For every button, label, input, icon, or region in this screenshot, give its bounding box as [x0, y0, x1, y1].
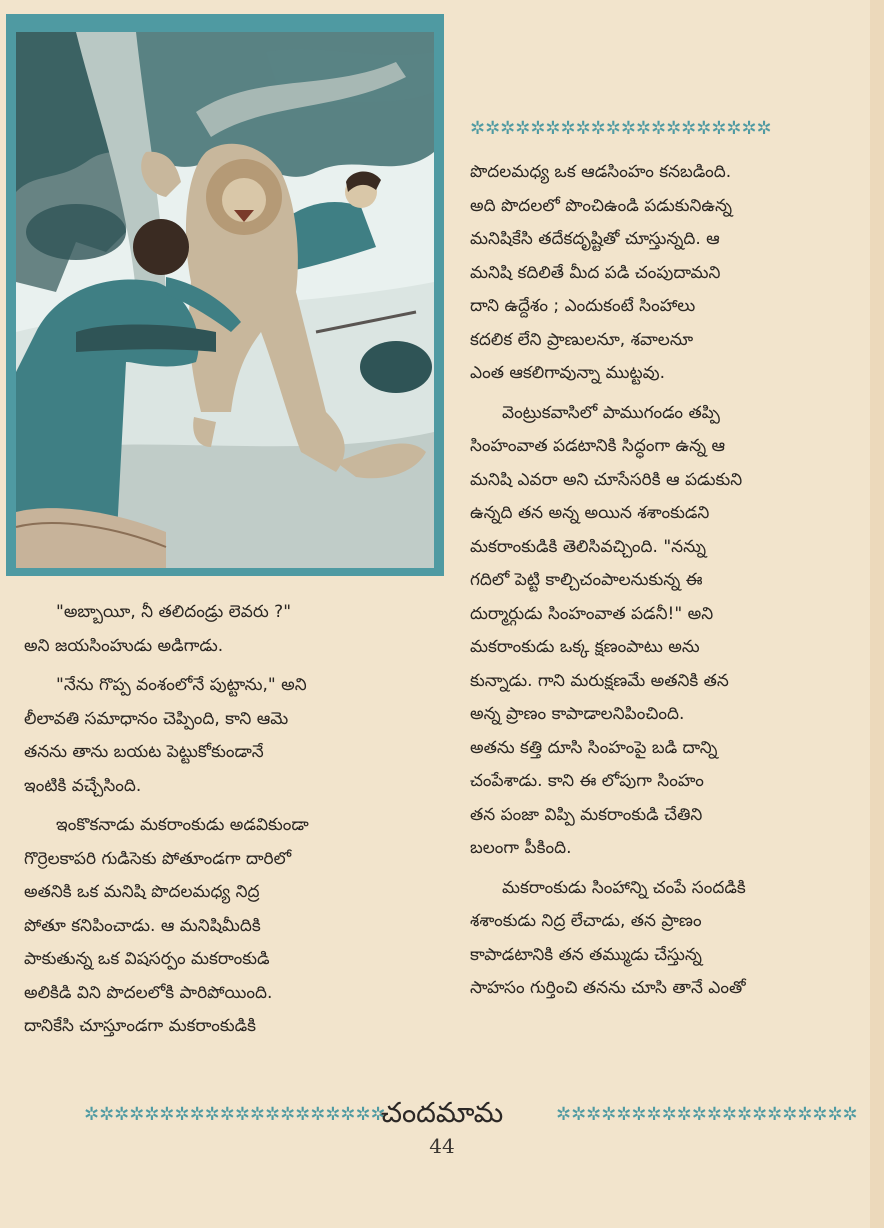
text-line: ఉన్నది తన అన్న అయిన శశాంకుడని	[470, 503, 710, 523]
text-line: మనిషి ఎవరా అని చూసేసరికి ఆ పడుకుని	[470, 469, 743, 490]
text-line: అలికిడి విని పొదలలోకి పారిపోయింది.	[24, 982, 273, 1003]
text-line: పొదలమధ్య ఒక ఆడసింహం కనబడింది.	[470, 162, 732, 182]
text-line: దానికేసి చూస్తూండగా మకరాంకుడికి	[24, 1016, 257, 1036]
text-line: దుర్మార్గుడు సింహంవాత పడనీ!" అని	[470, 603, 714, 624]
text-line: "నేను గొప్ప వంశంలోనే పుట్టాను," అని	[56, 675, 307, 695]
text-line: చంపేశాడు. కాని ఈ లోపుగా సింహం	[470, 771, 704, 791]
text-line: పోతూ కనిపించాడు. ఆ మనిషిమీదికి	[24, 915, 261, 936]
text-line: సింహంవాత పడటానికి సిద్ధంగా ఉన్న ఆ	[470, 436, 726, 456]
page-edge	[870, 0, 884, 1228]
text-line: కదలిక లేని ప్రాణులనూ, శవాలనూ	[470, 329, 694, 350]
lion-fight-illustration	[16, 32, 434, 568]
text-line: దాని ఉద్దేశం ; ఎందుకంటే సింహాలు	[470, 296, 696, 316]
text-line: అతనికి ఒక మనిషి పొదలమధ్య నిద్ర	[24, 882, 260, 902]
text-line: మకరాంకుడు ఒక్క క్షణంపాటు అను	[470, 637, 700, 657]
text-line: కాపాడటానికి తన తమ్ముడు చేస్తున్న	[470, 944, 702, 965]
text-line: బలంగా పీకింది.	[470, 838, 572, 858]
left-column-text	[24, 596, 442, 1044]
text-line: అది పొదలలో పొంచిఉండి పడుకునిఉన్న	[470, 195, 732, 216]
text-line: శశాంకుడు నిద్ర లేచాడు, తన ప్రాణం	[470, 911, 702, 931]
text-line: లీలావతి సమాధానం చెప్పింది, కాని ఆమె	[24, 708, 289, 729]
text-line: అని జయసింహుడు అడిగాడు.	[24, 635, 224, 656]
illustration-frame	[6, 14, 444, 576]
text-line: ఇంటికి వచ్చేసింది.	[24, 775, 142, 796]
text-line: ఇంకొకనాడు మకరాంకుడు అడవికుండా	[56, 815, 309, 835]
text-line: మకరాంకుడికి తెలిసివచ్చింది. "నన్ను	[470, 536, 707, 557]
text-line: మనిషి కదిలితే మీద పడి చంపుదామని	[470, 262, 721, 283]
text-line: పాకుతున్న ఒక విషసర్పం మకరాంకుడి	[24, 949, 270, 969]
right-column-text	[470, 156, 836, 1006]
text-line: అన్న ప్రాణం కాపాడాలనిపించింది.	[470, 704, 685, 724]
text-line: గొర్రెలకాపరి గుడిసెకు పోతూండగా దారిలో	[24, 848, 292, 869]
ornamental-border-top: ✲✲✲✲✲✲✲✲✲✲✲✲✲✲✲✲✲✲✲✲	[470, 118, 772, 139]
ornamental-border-right: ✲✲✲✲✲✲✲✲✲✲✲✲✲✲✲✲✲✲✲✲	[556, 1104, 858, 1125]
text-line: అతను కత్తి దూసి సింహంపై బడి దాన్ని	[470, 737, 718, 758]
text-line: మనిషికేసి తదేకదృష్టితో చూస్తున్నది. ఆ	[470, 229, 720, 249]
text-line: వెంట్రుకవాసిలో పాముగండం తప్పి	[502, 402, 720, 423]
text-line: తనను తాను బయట పెట్టుకోకుండానే	[24, 742, 264, 762]
text-line: "అబ్బాయీ, నీ తలిదండ్రు లెవరు ?"	[56, 602, 292, 622]
text-line: కున్నాడు. గాని మరుక్షణమే అతనికి తన	[470, 670, 729, 691]
page-number: 44	[429, 1134, 455, 1158]
text-line: మకరాంకుడు సింహాన్ని చంపే సందడికి	[502, 877, 746, 898]
text-line: తన పంజా విప్పి మకరాంకుడి చేతిని	[470, 804, 703, 825]
ornamental-border-left: ✲✲✲✲✲✲✲✲✲✲✲✲✲✲✲✲✲✲✲✲	[84, 1104, 386, 1125]
text-line: ఎంత ఆకలిగావున్నా ముట్టవు.	[470, 363, 665, 383]
text-line: సాహసం గుర్తించి తనను చూసి తానే ఎంతో	[470, 978, 746, 998]
magazine-title: చందమామ	[380, 1096, 504, 1129]
text-line: గదిలో పెట్టి కాల్చిచంపాలనుకున్న ఈ	[470, 570, 703, 590]
